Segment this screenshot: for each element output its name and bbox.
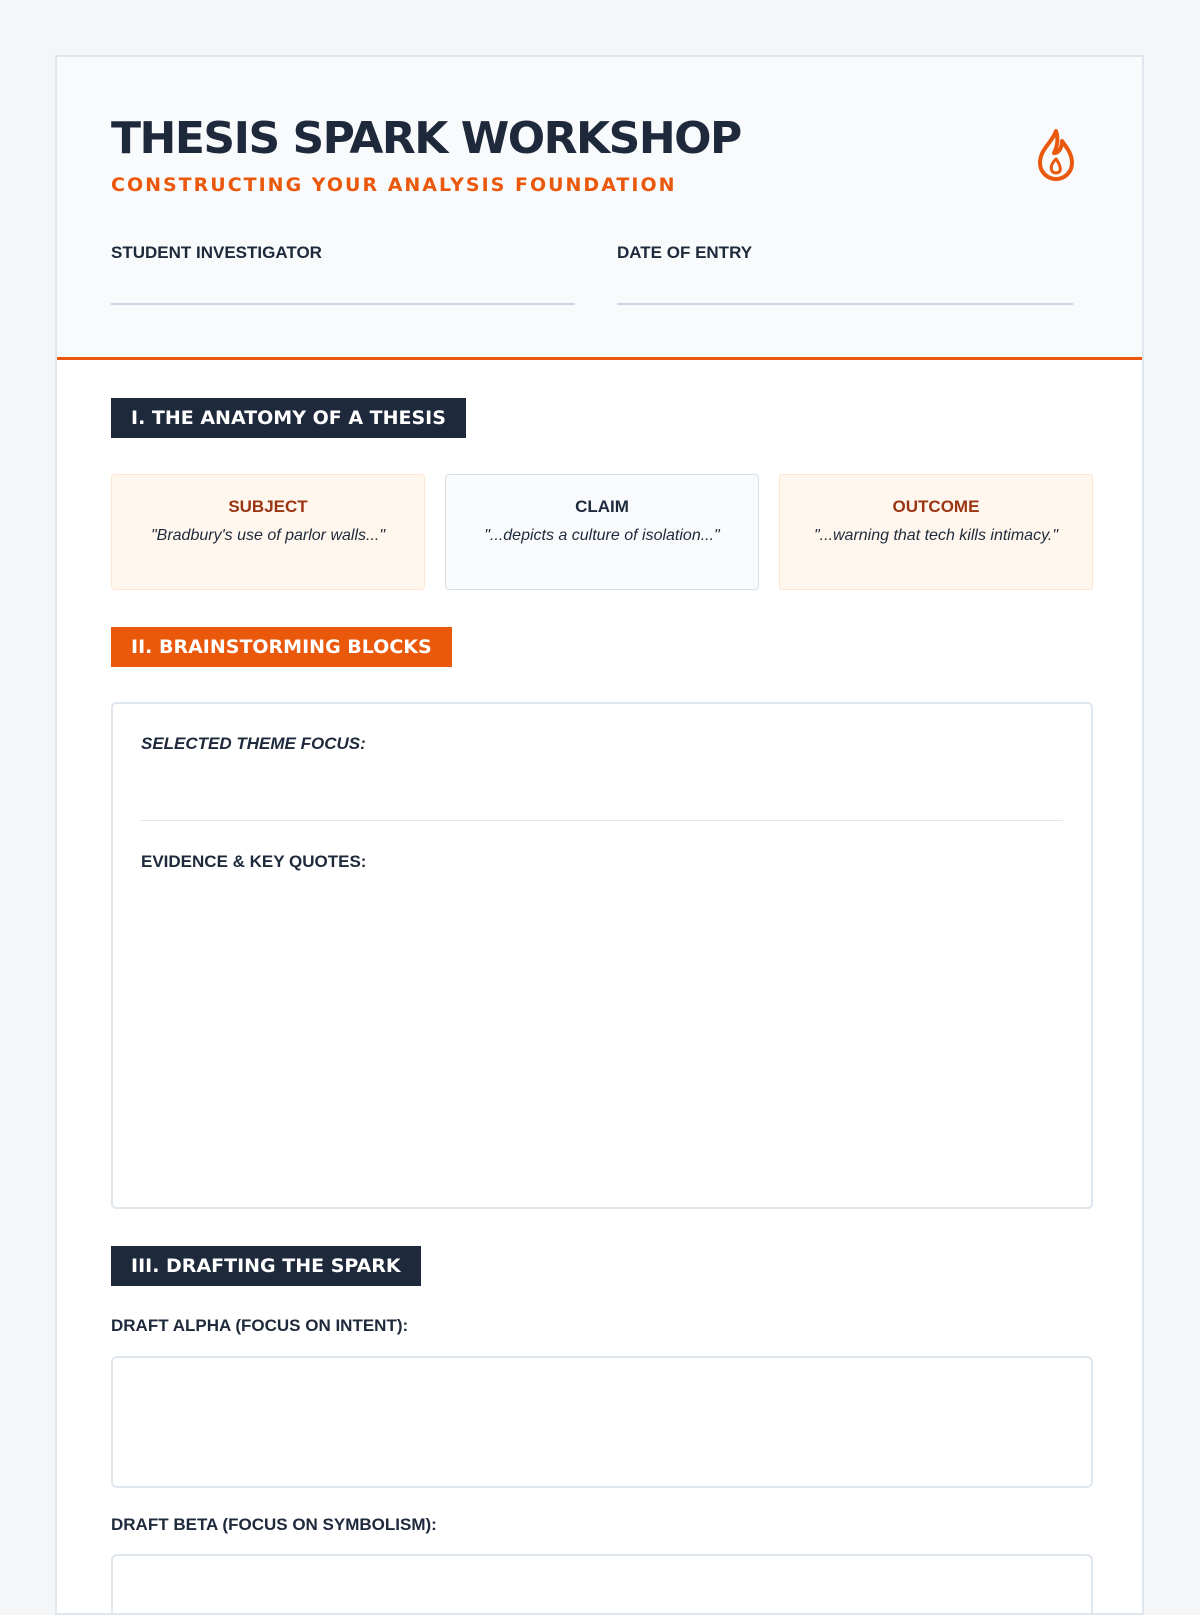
evidence-label: EVIDENCE & KEY QUOTES:: [141, 852, 367, 871]
draft-beta-field[interactable]: [111, 1554, 1093, 1615]
subject-card: [111, 474, 425, 590]
draft-beta-label: DRAFT BETA (FOCUS ON SYMBOLISM):: [111, 1515, 437, 1534]
date-of-entry-field[interactable]: [617, 303, 1073, 305]
worksheet: [55, 55, 1144, 1615]
student-investigator-field[interactable]: [111, 303, 575, 305]
theme-focus-line: [141, 820, 1063, 821]
student-investigator-label: STUDENT INVESTIGATOR: [111, 243, 322, 262]
page-subtitle: CONSTRUCTING YOUR ANALYSIS FOUNDATION: [111, 174, 677, 196]
section-brainstorm-heading: II. BRAINSTORMING BLOCKS: [111, 627, 452, 667]
flame-icon: [1030, 125, 1082, 187]
section-anatomy-heading: I. THE ANATOMY OF A THESIS: [111, 398, 466, 438]
theme-focus-label: SELECTED THEME FOCUS:: [141, 734, 366, 753]
subject-heading: SUBJECT: [228, 497, 308, 516]
subject-quote: "Bradbury's use of parlor walls...": [150, 527, 386, 544]
brainstorm-box[interactable]: [111, 702, 1093, 1209]
outcome-heading: OUTCOME: [892, 497, 980, 516]
section-drafting-heading: III. DRAFTING THE SPARK: [111, 1246, 421, 1286]
draft-alpha-field[interactable]: [111, 1356, 1093, 1488]
claim-heading: CLAIM: [575, 497, 629, 516]
date-of-entry-label: DATE OF ENTRY: [617, 243, 753, 262]
outcome-quote: "...warning that tech kills intimacy.": [813, 527, 1059, 544]
claim-quote: "...depicts a culture of isolation...": [484, 527, 720, 544]
outcome-card: [779, 474, 1093, 590]
header: [57, 57, 1142, 360]
claim-card: [445, 474, 759, 590]
draft-alpha-label: DRAFT ALPHA (FOCUS ON INTENT):: [111, 1316, 409, 1335]
page-title: THESIS SPARK WORKSHOP: [111, 113, 741, 164]
